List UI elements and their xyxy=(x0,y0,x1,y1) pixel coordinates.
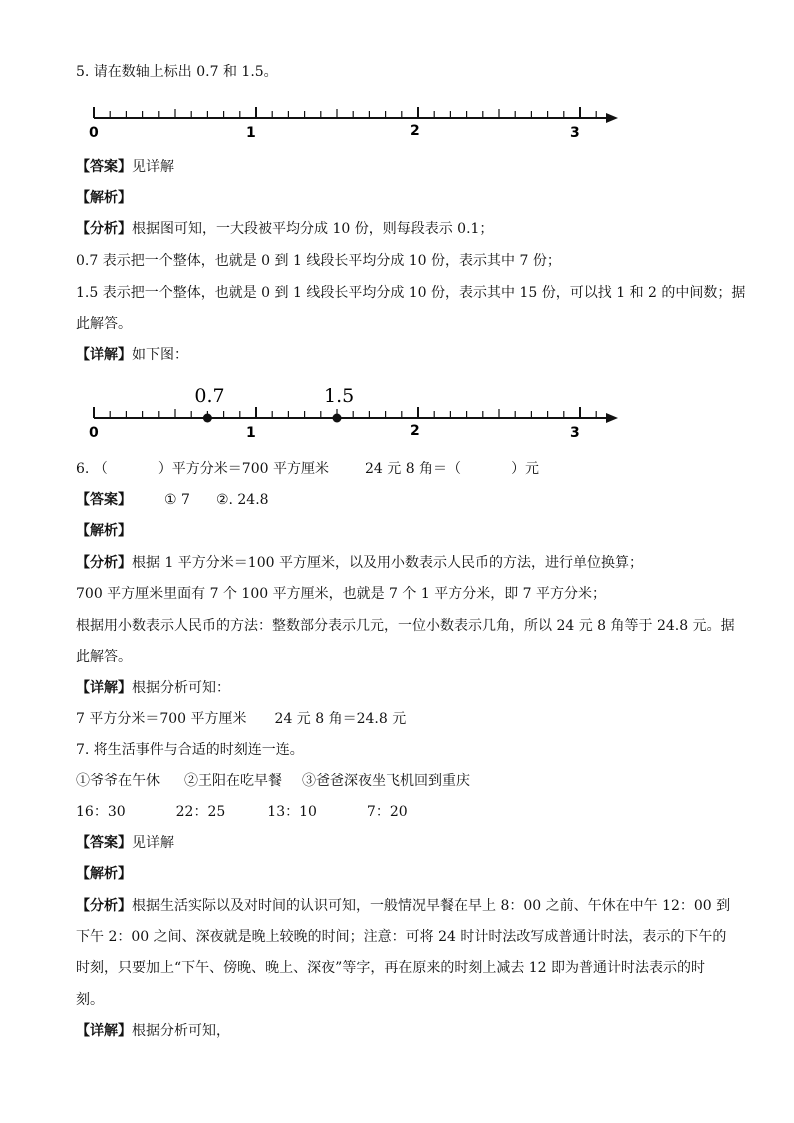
axis-label-0: 0 xyxy=(89,125,99,141)
q5-fenxi-1: 【分析】根据图可知，一大段被平均分成 10 份，则每段表示 0.1； xyxy=(76,221,494,237)
time-item: 13：10 xyxy=(267,804,317,820)
q6-xiangjie: 【详解】根据分析可知： xyxy=(76,680,230,696)
q7-xiangjie: 【详解】根据分析可知， xyxy=(76,1023,230,1039)
q6-result: 7 平方分米＝700 平方厘米 24 元 8 角＝24.8 元 xyxy=(76,711,407,727)
q5-answer: 【答案】见详解 xyxy=(76,159,174,175)
axis-label-0: 0 xyxy=(89,425,99,441)
q6-fenxi-2: 700 平方厘米里面有 7 个 100 平方厘米，也就是 7 个 1 平方分米，即 7 平方分米； xyxy=(76,586,607,602)
q5-jiexi: 【解析】 xyxy=(76,190,132,206)
answer-circle-1: ① xyxy=(164,492,177,508)
q7-answer: 【答案】见详解 xyxy=(76,835,174,851)
number-line-answer xyxy=(84,380,624,442)
event-item: ③爸爸深夜坐飞机回到重庆 xyxy=(302,773,470,789)
q7-fenxi-3: 时刻，只要加上“下午、傍晚、晚上、深夜”等字，再在原来的时刻上减去 12 即为普通计时法表示的时 xyxy=(76,960,706,976)
axis-label-2: 2 xyxy=(410,423,420,439)
q6-fenxi-4: 此解答。 xyxy=(76,649,132,665)
q5-xiangjie: 【详解】如下图： xyxy=(76,347,188,363)
event-item: ①爷爷在午休 xyxy=(76,773,160,789)
q7-fenxi-1: 【分析】根据生活实际以及对时间的认识可知，一般情况早餐在早上 8：00 之前、午休在中午 12：00 到 xyxy=(76,898,731,914)
q6-fenxi-1: 【分析】根据 1 平方分米＝100 平方厘米，以及用小数表示人民币的方法，进行单位换算； xyxy=(76,555,643,571)
q6-answer: 【答案】 ① 7 ②. 24.8 xyxy=(76,492,269,508)
q7-events xyxy=(76,772,470,790)
q5-fenxi-4: 此解答。 xyxy=(76,316,132,332)
answer-circle-2: ② xyxy=(215,492,229,508)
q7-question: 7. 将生活事件与合适的时刻连一连。 xyxy=(76,742,304,758)
q7-jiexi: 【解析】 xyxy=(76,866,132,882)
time-item: 16：30 xyxy=(76,804,126,820)
q7-times xyxy=(76,803,408,821)
q5-fenxi-2: 0.7 表示把一个整体，也就是 0 到 1 线段长平均分成 10 份，表示其中 7 份； xyxy=(76,253,561,269)
marked-point-label: 0.7 xyxy=(194,385,225,407)
q6-jiexi: 【解析】 xyxy=(76,523,132,539)
marked-point xyxy=(333,414,342,423)
q7-fenxi-4: 刻。 xyxy=(76,992,104,1008)
q7-fenxi-2: 下午 2：00 之间、深夜就是晚上较晚的时间；注意：可将 24 时计时法改写成普通计时法，表示的下午的 xyxy=(76,929,727,945)
time-item: 7：20 xyxy=(366,804,408,820)
number-line-blank xyxy=(84,100,624,142)
axis-label-1: 1 xyxy=(246,125,256,141)
axis-label-3: 3 xyxy=(570,425,580,441)
axis-label-1: 1 xyxy=(246,425,256,441)
q5-question: 5. 请在数轴上标出 0.7 和 1.5。 xyxy=(76,64,278,80)
q6-question: 6. （ ）平方分米＝700 平方厘米 24 元 8 角＝（ ）元 xyxy=(76,461,540,477)
event-item: ②王阳在吃早餐 xyxy=(184,773,282,789)
axis-label-2: 2 xyxy=(410,123,420,139)
axis-label-3: 3 xyxy=(570,125,580,141)
q5-fenxi-3: 1.5 表示把一个整体，也就是 0 到 1 线段长平均分成 10 份，表示其中 15 份，可以找 1 和 2 的中间数；据 xyxy=(76,285,746,301)
time-item: 22：25 xyxy=(175,804,226,820)
marked-point xyxy=(203,414,212,423)
q6-fenxi-3: 根据用小数表示人民币的方法：整数部分表示几元，一位小数表示几角，所以 24 元 8 角等于 24.8 元。据 xyxy=(76,618,735,634)
marked-point-label: 1.5 xyxy=(324,385,355,407)
